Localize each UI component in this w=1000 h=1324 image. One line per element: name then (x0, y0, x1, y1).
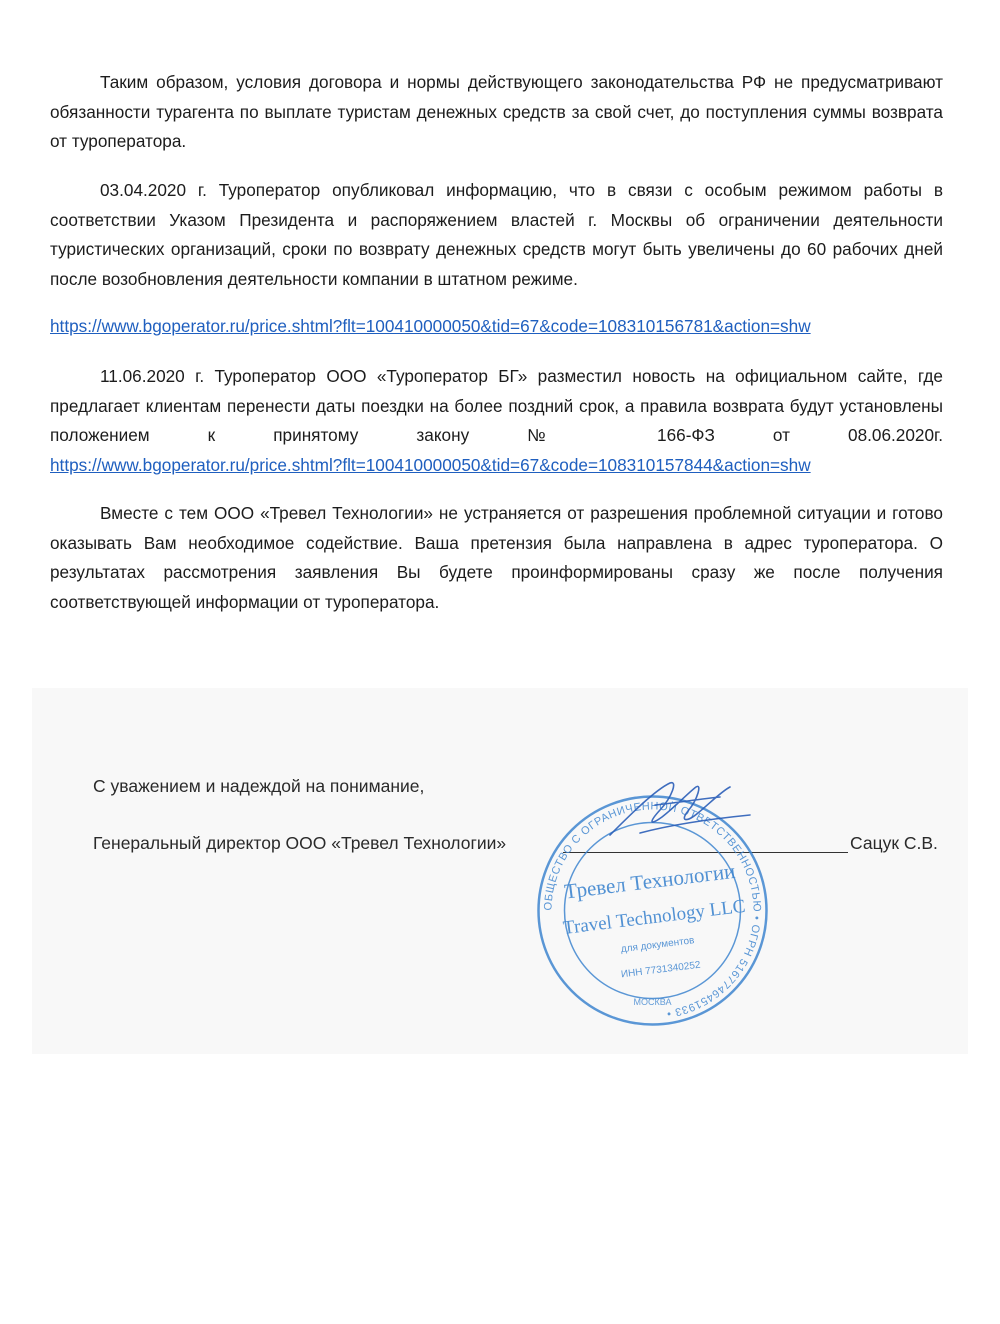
closing-phrase: С уважением и надеждой на понимание, (93, 776, 425, 796)
paragraph-text: 03.04.2020 г. Туроператор опубликовал информацию, что в связи с особым режимом работы в соответствии Указом Президента и распоряжением властей г. Москвы об ограничении деятельности туристических организаций, сроки по возврату денежных средств могут быть увеличены до 60 рабочих дней после возобновления деятельности компании в штатном режиме. (50, 180, 943, 289)
stamp-line-en: Travel Technology LLC (561, 895, 747, 939)
paragraph-operator-notice-april (50, 176, 943, 294)
paragraph-operator-notice-june (50, 362, 943, 480)
bgoperator-link-2[interactable]: https://www.bgoperator.ru/price.shtml?flt=100410000050&tid=67&code=108310157844&action=shw (50, 454, 811, 475)
bgoperator-link-1[interactable]: https://www.bgoperator.ru/price.shtml?flt=100410000050&tid=67&code=108310156781&action=shw (50, 316, 811, 336)
stamp-line-docs: для документов (620, 935, 696, 956)
paragraph-text: 11.06.2020 г. Туроператор ООО «Туроператор БГ» разместил новость на официальном сайте, где предлагает клиентам перенести даты поездки на более поздний срок, а правила возврата будут установлены положением к принятому закону № 166-ФЗ от 08.06.2020г. (50, 366, 943, 445)
handwritten-signature (600, 775, 760, 845)
paragraph-text: Таким образом, условия договора и нормы действующего законодательства РФ не предусматривают обязанности турагента по выплате туристам денежных средств за свой счет, до поступления суммы возврата от туроператора. (50, 72, 943, 151)
paragraph-text: Вместе с тем ООО «Тревел Технологии» не устраняется от разрешения проблемной ситуации и готово оказывать Вам необходимое содействие. Ваша претензия была направлена в адрес туроператора. О результатах рассмотрения заявления Вы будете проинформированы сразу же после получения соответствующей информации от туроператора. (50, 503, 943, 612)
director-title: Генеральный директор ООО «Тревел Технологии» (93, 833, 507, 853)
paragraph-assistance (50, 499, 943, 617)
signature-scan-area (32, 688, 968, 1054)
stamp-inn: ИНН 7731340252 (620, 959, 702, 981)
director-name: Сацук С.В. (850, 833, 938, 853)
stamp-city: МОСКВА (633, 997, 672, 1007)
paragraph-agent-obligations (50, 68, 943, 157)
stamp-outer-text: ОБЩЕСТВО С ОГРАНИЧЕННОЙ ОТВЕТСТВЕННОСТЬЮ • ОГРН 5167746451933 • (542, 800, 763, 1020)
stamp-line-ru: Тревел Технологии (563, 858, 737, 904)
